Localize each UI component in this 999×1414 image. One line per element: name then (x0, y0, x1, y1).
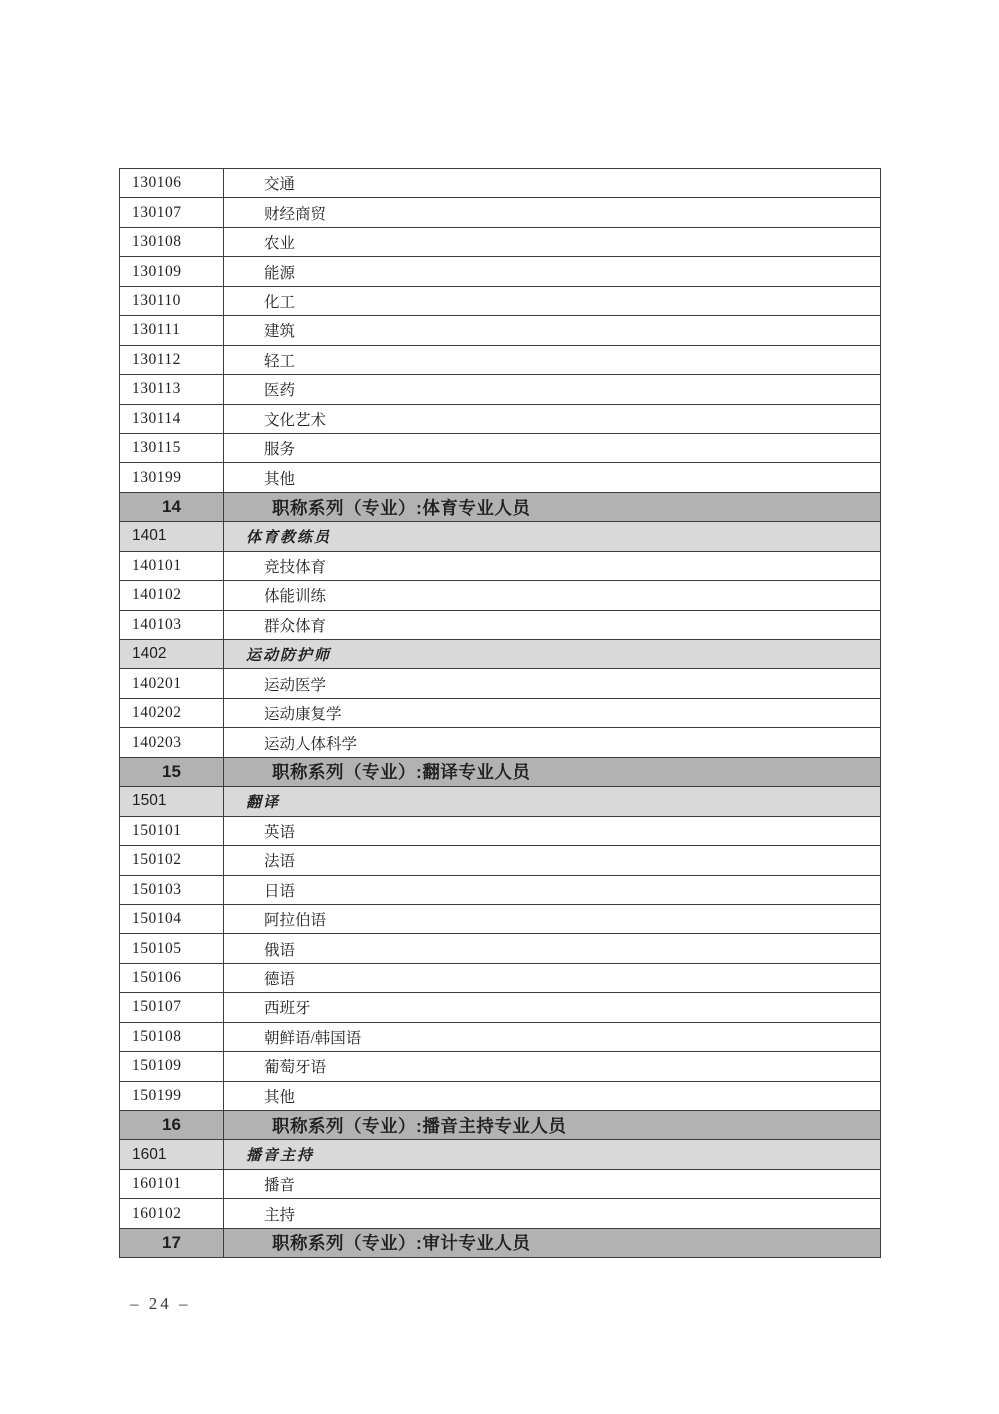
table-row (120, 198, 881, 227)
code-cell: 140202 (120, 699, 224, 727)
name-cell: 财经商贸 (224, 198, 881, 226)
table-row (120, 876, 881, 905)
name-cell: 医药 (224, 375, 881, 403)
name-cell: 体能训练 (224, 581, 881, 609)
code-cell: 130199 (120, 463, 224, 491)
code-cell: 130108 (120, 228, 224, 256)
table-row (120, 846, 881, 875)
name-cell: 职称系列（专业）:翻译专业人员 (224, 758, 881, 786)
code-cell: 15 (120, 758, 224, 786)
code-cell: 1501 (120, 787, 224, 815)
name-cell: 其他 (224, 1082, 881, 1110)
name-cell: 翻译 (224, 787, 881, 815)
table-row (120, 669, 881, 698)
code-cell: 140103 (120, 611, 224, 639)
code-cell: 160101 (120, 1170, 224, 1198)
code-cell: 14 (120, 493, 224, 521)
table-row (120, 552, 881, 581)
name-cell: 英语 (224, 817, 881, 845)
name-cell: 德语 (224, 964, 881, 992)
code-cell: 150108 (120, 1023, 224, 1051)
code-cell: 130112 (120, 346, 224, 374)
table-row (120, 169, 881, 198)
name-cell: 播音主持 (224, 1140, 881, 1168)
code-cell: 140203 (120, 728, 224, 756)
name-cell: 日语 (224, 876, 881, 904)
name-cell: 其他 (224, 463, 881, 491)
name-cell: 葡萄牙语 (224, 1052, 881, 1080)
code-cell: 150109 (120, 1052, 224, 1080)
table-row (120, 934, 881, 963)
code-cell: 130109 (120, 257, 224, 285)
section-header-row (120, 758, 881, 787)
code-cell: 140201 (120, 669, 224, 697)
name-cell: 俄语 (224, 934, 881, 962)
name-cell: 法语 (224, 846, 881, 874)
table-row (120, 346, 881, 375)
section-header-row (120, 1229, 881, 1258)
code-cell: 140102 (120, 581, 224, 609)
code-cell: 130114 (120, 405, 224, 433)
table-row (120, 1052, 881, 1081)
code-cell: 150104 (120, 905, 224, 933)
code-cell: 130115 (120, 434, 224, 462)
name-cell: 运动康复学 (224, 699, 881, 727)
code-cell: 150103 (120, 876, 224, 904)
code-cell: 160102 (120, 1199, 224, 1227)
code-cell: 140101 (120, 552, 224, 580)
group-row (120, 640, 881, 669)
code-cell: 130111 (120, 316, 224, 344)
name-cell: 运动医学 (224, 669, 881, 697)
table-row (120, 993, 881, 1022)
code-cell: 130113 (120, 375, 224, 403)
name-cell: 朝鲜语/韩国语 (224, 1023, 881, 1051)
name-cell: 运动人体科学 (224, 728, 881, 756)
name-cell: 群众体育 (224, 611, 881, 639)
name-cell: 化工 (224, 287, 881, 315)
name-cell: 体育教练员 (224, 522, 881, 550)
table-row (120, 611, 881, 640)
code-cell: 130110 (120, 287, 224, 315)
table-row (120, 964, 881, 993)
name-cell: 职称系列（专业）:体育专业人员 (224, 493, 881, 521)
table-row (120, 434, 881, 463)
table-row (120, 1082, 881, 1111)
code-cell: 130107 (120, 198, 224, 226)
table-row (120, 257, 881, 286)
table-row (120, 405, 881, 434)
group-row (120, 1140, 881, 1169)
table-row (120, 375, 881, 404)
code-cell: 150199 (120, 1082, 224, 1110)
name-cell: 能源 (224, 257, 881, 285)
name-cell: 文化艺术 (224, 405, 881, 433)
table-row (120, 316, 881, 345)
table-row (120, 463, 881, 492)
name-cell: 播音 (224, 1170, 881, 1198)
name-cell: 服务 (224, 434, 881, 462)
name-cell: 竞技体育 (224, 552, 881, 580)
table-row (120, 905, 881, 934)
table-row (120, 699, 881, 728)
profession-code-table (119, 168, 881, 1258)
name-cell: 职称系列（专业）:审计专业人员 (224, 1229, 881, 1257)
code-cell: 150107 (120, 993, 224, 1021)
name-cell: 职称系列（专业）:播音主持专业人员 (224, 1111, 881, 1139)
code-cell: 130106 (120, 169, 224, 197)
table-row (120, 817, 881, 846)
table-row (120, 228, 881, 257)
code-cell: 16 (120, 1111, 224, 1139)
name-cell: 阿拉伯语 (224, 905, 881, 933)
name-cell: 建筑 (224, 316, 881, 344)
code-cell: 1402 (120, 640, 224, 668)
code-cell: 150102 (120, 846, 224, 874)
name-cell: 主持 (224, 1199, 881, 1227)
code-cell: 1601 (120, 1140, 224, 1168)
name-cell: 交通 (224, 169, 881, 197)
name-cell: 农业 (224, 228, 881, 256)
table-row (120, 1170, 881, 1199)
code-cell: 150101 (120, 817, 224, 845)
table-row (120, 581, 881, 610)
code-cell: 150105 (120, 934, 224, 962)
code-cell: 1401 (120, 522, 224, 550)
section-header-row (120, 1111, 881, 1140)
name-cell: 轻工 (224, 346, 881, 374)
section-header-row (120, 493, 881, 522)
table-row (120, 1199, 881, 1228)
table-row (120, 1023, 881, 1052)
name-cell: 运动防护师 (224, 640, 881, 668)
code-cell: 150106 (120, 964, 224, 992)
group-row (120, 787, 881, 816)
table-row (120, 728, 881, 757)
name-cell: 西班牙 (224, 993, 881, 1021)
page-number: – 24 – (130, 1294, 191, 1313)
table-row (120, 287, 881, 316)
group-row (120, 522, 881, 551)
code-cell: 17 (120, 1229, 224, 1257)
